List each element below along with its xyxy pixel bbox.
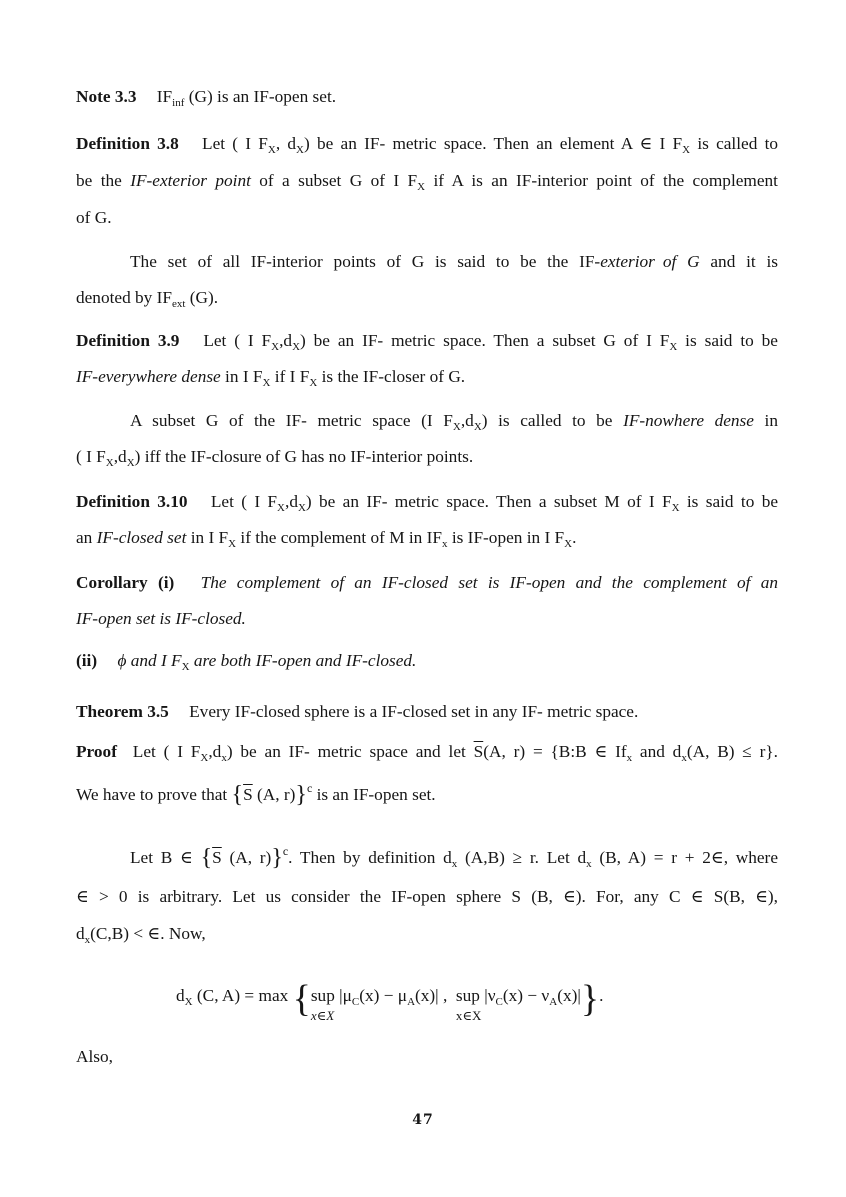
text: is called to xyxy=(690,134,779,153)
formula-text: (x) − ν xyxy=(502,986,550,1005)
text: ,d xyxy=(208,742,222,761)
formula-sub: A xyxy=(549,996,558,1008)
sub: X xyxy=(669,341,678,353)
corollary-line-1 xyxy=(76,565,778,601)
sub: X xyxy=(105,457,114,469)
text: (C,B) < ∈. Now, xyxy=(90,924,206,943)
text: ) be an IF- metric space. Then an element A ∈ I F xyxy=(304,134,683,153)
text: Every IF-closed sphere is a IF-closed set in any IF- metric space. xyxy=(189,702,639,721)
text: . xyxy=(572,528,577,547)
note-3-3 xyxy=(76,79,778,115)
definition-3-8-para-2-line-1 xyxy=(76,244,778,280)
text: and it is xyxy=(699,252,778,271)
text: The set of all IF-interior points of G is said to be the IF- xyxy=(130,252,601,271)
text: denoted by IF xyxy=(76,288,172,307)
formula-sub: C xyxy=(495,996,503,1008)
also-line xyxy=(76,1039,778,1075)
formula-comma: , xyxy=(438,986,456,1005)
proof-para-2-line-2 xyxy=(76,879,778,915)
sub: X xyxy=(228,538,237,550)
corollary-label: Corollary (i) xyxy=(76,573,175,592)
text: is said to be xyxy=(679,492,778,511)
sub: x xyxy=(681,752,687,764)
text: Let ( I F xyxy=(202,134,268,153)
formula-line xyxy=(176,977,603,1021)
text: (G). xyxy=(185,288,219,307)
formula-text: (x)| xyxy=(557,986,581,1005)
formula-text: (x) − μ xyxy=(359,986,408,1005)
sub: X xyxy=(181,661,190,673)
text: if A is an IF-interior point of the complement xyxy=(425,171,778,190)
text: ) be an IF- metric space and let xyxy=(226,742,474,761)
text: , d xyxy=(275,134,297,153)
text: are both IF-open and IF-closed. xyxy=(189,651,417,670)
text: Let ( I F xyxy=(203,331,272,350)
left-brace: { xyxy=(292,978,311,1020)
text: Let ( I F xyxy=(132,742,201,761)
sub: X xyxy=(262,377,271,389)
sup-label: sup xyxy=(310,986,335,1005)
definition-3-10-line-1 xyxy=(76,484,778,520)
complement-sup: c xyxy=(306,781,313,795)
text: ,d xyxy=(113,447,127,466)
term: IF-closed set xyxy=(96,528,187,547)
definition-label: Definition 3.9 xyxy=(76,331,180,350)
left-brace: { xyxy=(200,845,213,871)
right-brace: } xyxy=(580,978,600,1020)
definition-3-8-line-3 xyxy=(76,200,778,236)
sup-operator-2 xyxy=(455,986,482,1023)
abs-open: |ν xyxy=(484,986,496,1005)
text: of a subset G of I F xyxy=(250,171,418,190)
sub: x xyxy=(442,538,448,550)
text: A subset G of the IF- metric space (I F xyxy=(130,411,453,430)
sub: x xyxy=(586,858,592,870)
sub: X xyxy=(200,752,209,764)
definition-3-9-line-2 xyxy=(76,359,778,395)
sub: x xyxy=(221,752,227,764)
corollary-ii-label: (ii) xyxy=(76,651,98,670)
theorem-3-5 xyxy=(76,694,778,730)
text: ,d xyxy=(460,411,474,430)
sup-subscript: x∈X xyxy=(310,1008,335,1023)
text: ( I F xyxy=(76,447,106,466)
sub: X xyxy=(126,457,135,469)
distance-formula xyxy=(176,965,696,1025)
text: IF-open set is IF-closed. xyxy=(76,609,246,628)
formula-d: d xyxy=(176,986,185,1005)
definition-3-10-line-2 xyxy=(76,520,778,556)
complement-sup: c xyxy=(282,844,289,858)
text: ) iff the IF-closure of G has no IF-interior points. xyxy=(134,447,474,466)
proof-para-2-line-3 xyxy=(76,916,778,952)
text: an xyxy=(76,528,97,547)
definition-label: Definition 3.10 xyxy=(76,492,188,511)
text: is an IF-open set. xyxy=(312,785,436,804)
sub: x xyxy=(84,934,91,946)
text: (A, r) xyxy=(252,785,296,804)
term: IF-everywhere dense xyxy=(76,367,221,386)
abs-open: |μ xyxy=(339,986,352,1005)
proof-line-1 xyxy=(76,734,778,770)
text: ) is called to be xyxy=(481,411,624,430)
text: (B, A) = r + 2∈, where xyxy=(591,848,778,867)
right-brace: } xyxy=(295,782,307,808)
text: ) be an IF- metric space. Then a subset G of I F xyxy=(300,331,670,350)
term: exterior xyxy=(600,252,655,271)
note-label: Note 3.3 xyxy=(76,87,137,106)
definition-3-9-para-2-line-1 xyxy=(76,403,778,439)
theorem-label: Theorem 3.5 xyxy=(76,702,169,721)
text: in I F xyxy=(220,367,263,386)
term: IF-nowhere dense xyxy=(623,411,754,430)
text: ∈ > 0 is arbitrary. Let us consider the IF-open sphere S (B, ∈). For, any C ∈ S(B, ∈), xyxy=(76,887,778,906)
sub: X xyxy=(267,144,276,156)
sub: x xyxy=(451,858,458,870)
text: of G. xyxy=(76,208,112,227)
proof-para-2-line-1 xyxy=(76,840,778,876)
text: ) be an IF- metric space. Then a subset M of I F xyxy=(305,492,672,511)
formula-sub: A xyxy=(407,996,416,1008)
sub: ext xyxy=(172,298,186,310)
sup-label: sup xyxy=(455,986,480,1005)
text: ,d xyxy=(279,331,293,350)
closed-sphere-symbol: $\overline{S}$ xyxy=(243,785,253,804)
text: if the complement of M in IF xyxy=(236,528,443,547)
sub: X xyxy=(309,377,318,389)
text: ϕ and I F xyxy=(117,651,182,670)
sup-operator-1 xyxy=(310,986,335,1023)
note-text-b: (G) is an IF-open set. xyxy=(184,87,337,106)
left-brace: { xyxy=(231,782,244,808)
sub: X xyxy=(564,538,573,550)
sup-subscript: x∈X xyxy=(455,1008,482,1023)
sub: x xyxy=(626,752,633,764)
formula-text: (x)| xyxy=(415,986,439,1005)
closed-sphere-symbol: $\overline{S}$ xyxy=(473,742,484,761)
text: (A, r) xyxy=(221,848,272,867)
formula-lhs: (C, A) = max xyxy=(192,986,293,1005)
sub: X xyxy=(296,144,304,156)
text: in I F xyxy=(186,528,229,547)
proof-label: Proof xyxy=(76,742,117,761)
text: is said to be xyxy=(677,331,778,350)
definition-3-8-para-2-line-2 xyxy=(76,280,778,316)
text: if I F xyxy=(270,367,310,386)
sub: X xyxy=(671,502,680,514)
text: is IF-open in I F xyxy=(447,528,565,547)
corollary-line-2 xyxy=(76,601,778,637)
sub: X xyxy=(271,341,280,353)
formula-sub: C xyxy=(351,996,360,1008)
sub: X xyxy=(297,502,306,514)
text: Let B ∈ xyxy=(130,848,201,867)
text: Let ( I F xyxy=(210,492,278,511)
sub: X xyxy=(473,421,482,433)
definition-3-9-line-1 xyxy=(76,323,778,359)
proof-line-2 xyxy=(76,777,778,813)
formula-sub: X xyxy=(184,996,193,1008)
text: (A, B) ≤ r}. xyxy=(686,742,778,761)
corollary-ii xyxy=(76,643,778,679)
note-text-a: IF xyxy=(156,87,173,106)
definition-3-8-line-1 xyxy=(76,126,778,162)
page-number: 47 xyxy=(412,1112,434,1128)
sub: X xyxy=(277,502,285,514)
sub: X xyxy=(417,181,426,193)
definition-3-9-para-2-line-2 xyxy=(76,439,778,475)
text: is the IF-closer of G. xyxy=(317,367,466,386)
text: Also, xyxy=(76,1047,113,1066)
text: (A,B) ≥ r. Let d xyxy=(457,848,587,867)
closed-sphere-symbol: $\overline{S}$ xyxy=(212,848,222,867)
sub: X xyxy=(682,144,691,156)
text: ,d xyxy=(285,492,298,511)
text: and d xyxy=(632,742,682,761)
text: (A, r) = {B:B ∈ If xyxy=(483,742,627,761)
text: be the xyxy=(76,171,131,190)
text: The complement of an IF-closed set is IF-open and the complement of an xyxy=(200,573,778,592)
definition-label: Definition 3.8 xyxy=(76,134,179,153)
sub: X xyxy=(452,421,461,433)
term: IF-exterior point xyxy=(130,171,251,190)
note-sub: inf xyxy=(172,97,185,109)
right-brace: } xyxy=(271,845,283,871)
definition-3-8-line-2 xyxy=(76,163,778,199)
text: in xyxy=(753,411,778,430)
text: d xyxy=(76,924,85,943)
text: . Then by definition d xyxy=(288,848,452,867)
formula-period: . xyxy=(599,986,604,1005)
term: of G xyxy=(662,252,700,271)
sub: X xyxy=(292,341,301,353)
text: We have to prove that xyxy=(76,785,232,804)
